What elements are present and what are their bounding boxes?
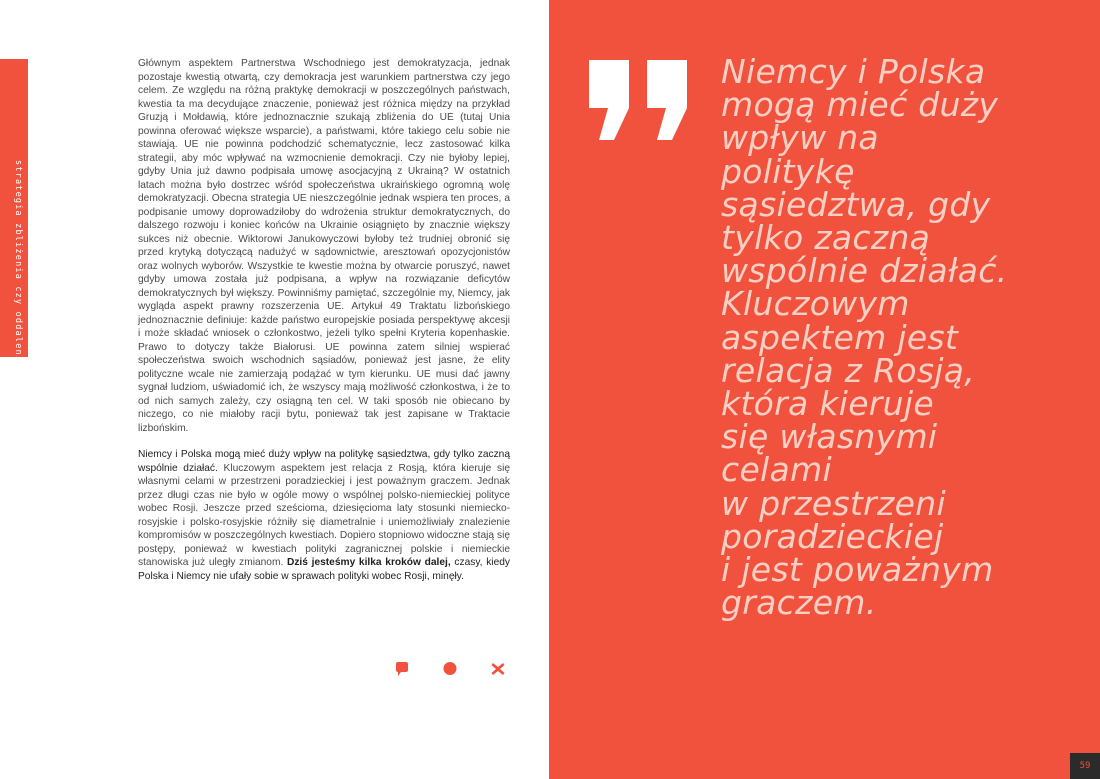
paragraph-2-end: czasy, kiedy Polska i Niemcy nie ufały sobie w sprawach polityki wobec Rosji, minęły. (138, 557, 510, 582)
icon-row (394, 661, 514, 679)
paragraph-1: Głównym aspektem Partnerstwa Wschodniego jest demokratyzacja, jednak pozostaje kwestią otwartą, czy demokracja jest warunkiem partnerstwa czy jego celem. Ze względu na różną praktykę demokracji w poszczególnych państwach, kwestia ta ma decydujące znaczenie, ponieważ jest różnica między na przykład Gruzją i Mołdawią, które jednoznacznie szukają zbliżenia do UE (tutaj Unia powinna oferować większe wsparcie), a państwami, które takiego celu sobie nie stawiają. UE nie powinna podchodzić schematycznie, lecz zastosować kilka strategii, aby móc wpływać na wzmocnienie demokracji. Czy nie byłoby lepiej, gdyby Unia już dawno podpisała umowę asocjacyjną z Ukrainą? W ostatnich latach można było dostrzec wśród społeczeństwa ukraińskiego ogromną wolę demokratyzacji. Obecna strategia UE nieszczególnie jednak wspiera ten proces, a podpisanie umowy doprowadziłoby do wdrożenia struktur demokratycznych, do dalszego rozwoju i koniec końców na Ukrainie osiągnięto by znacznie większy sukces niż obecnie. Wiktorowi Janukowyczowi byłoby też trudniej obronić się przed krytyką dotyczącą nadużyć w sądownictwie, aresztowań opozycjonistów oraz wolnych wyborów. Wszystkie te kwestie można by otwarcie poruszyć, nawet gdyby umowa została już podpisana, a wpływ na rozwiązanie deficytów demokratycznych był większy. Powinniśmy pamiętać, szczególnie my, Niemcy, jak wygląda aspekt prawny rozszerzenia UE. Artykuł 49 Traktatu lizbońskiego jednoznacznie definiuje: każde państwo europejskie posiada perspektywę akcesji i może składać wniosek o członkostwo, jeżeli tylko spełni Kryteria kopenhaskie. Prawo to dotyczy także Białorusi. UE powinna zatem silniej wspierać społeczeństwa swoich wschodnich sąsiadów, ponieważ jest jasne, że elity polityczne wcale nie zamierzają podążać w tym kierunku. UE musi dać jawny sygnał ludziom, uświadomić ich, że wszyscy mają możliwość członkostwa, i że to od nich samych zależy, czy osiągną ten cel. W taki sposób nie obiecano by niczego, co nie miałoby racji bytu, ponieważ tak jest zapisane w Traktacie lizbońskim. (138, 58, 510, 434)
speech-bubble-icon (394, 661, 410, 677)
side-tab-label: strategia zbliżenia czy oddalenia? (13, 159, 23, 375)
right-page (549, 0, 1100, 779)
page-number: 59 (1070, 753, 1100, 779)
paragraph-2-bold: Dziś jesteśmy kilka kroków dalej, (286, 557, 451, 568)
cross-icon (490, 661, 506, 677)
article-body (138, 57, 510, 596)
paragraph-2 (138, 448, 510, 583)
quote-mark-icon (587, 58, 691, 142)
paragraph-2-rest: Kluczowym aspektem jest relacja z Rosją, która kieruje się własnymi celami w przestrzeni poradzieckiej i jest poważnym graczem. Jednak przez długi czas nie było w ogóle mowy o wspólnej polsko-niemieckiej polityce wobec Rosji. Jeszcze przed sześcioma, dziesięcioma laty stosunki niemiecko-rosyjskie i polsko-rosyjskie różniły się diametralnie i uniemożliwiały znalezienie kompromisów w poszczególnych kwestiach. Dopiero stopniowo widoczne stają się postępy, ponieważ w kwestiach polityki zagranicznej polskie i niemieckie stanowiska już uległy zmianom. (138, 462, 511, 568)
paragraph-2-lead: Niemcy i Polska mogą mieć duży wpływ na politykę sąsiedztwa, gdy tylko zaczną wspólnie działać. (138, 449, 510, 474)
left-page (0, 0, 549, 779)
side-tab (0, 59, 28, 375)
dot-icon (442, 661, 458, 677)
pull-quote: Niemcy i Polska mogą mieć duży wpływ na politykę sąsiedztwa, gdy tylko zaczną wspólnie działać. Kluczowym aspektem jest relacja z Rosją, która kieruje się własnymi celami w przestrzeni poradzieckiej i jest poważnym graczem. (721, 52, 1008, 623)
